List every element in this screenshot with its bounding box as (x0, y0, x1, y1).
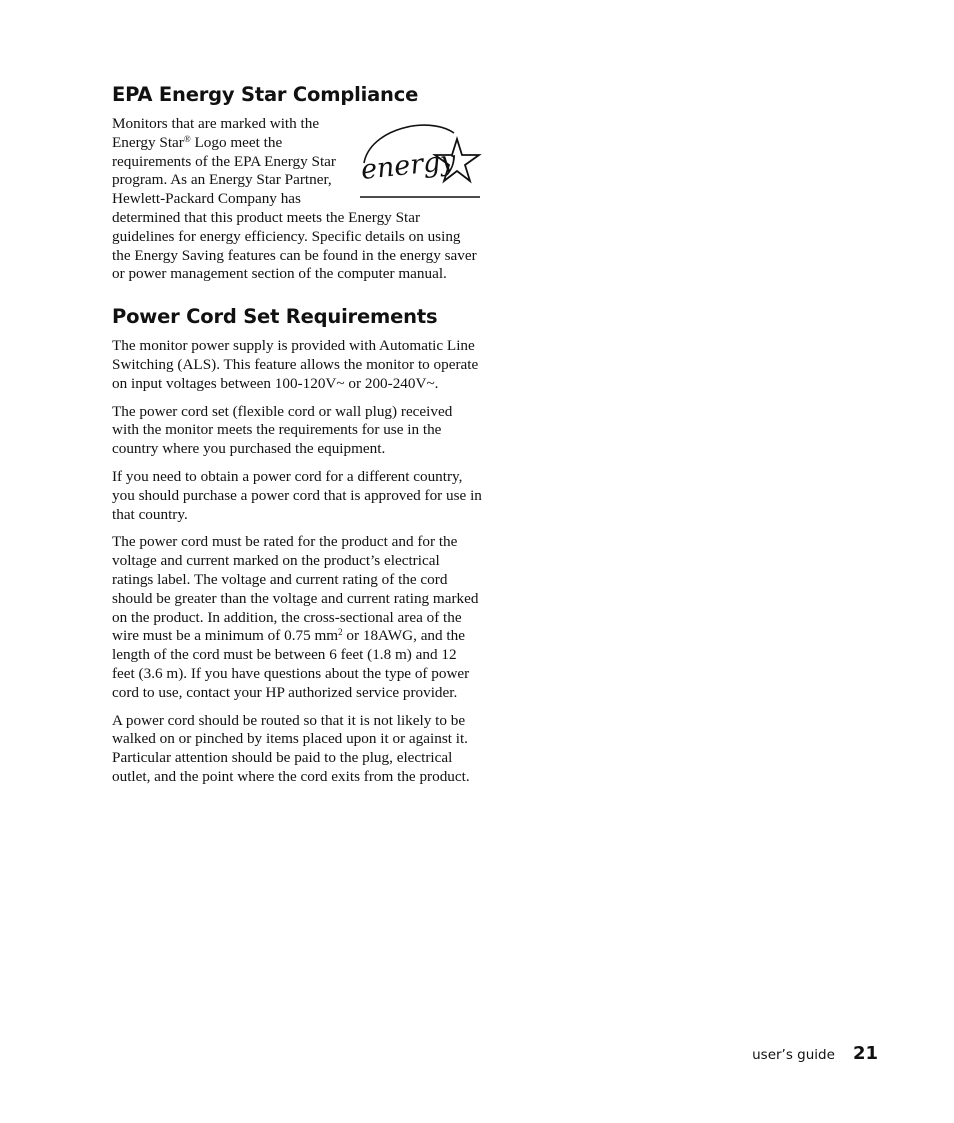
power-paragraph-1: The monitor power supply is provided with Automatic Line Switching (ALS). This feature allows the monitor to operate on input voltages between 100-120V~ or 200-240V~. (112, 337, 479, 392)
page-content (112, 82, 482, 796)
page-number: 21 (852, 1043, 878, 1064)
energy-star-icon (358, 119, 482, 201)
superscript-2: 2 (338, 627, 343, 638)
registered-mark: ® (183, 133, 191, 144)
epa-text-b: Logo meet the requirements of the EPA Energy Star program. As an Energy Star Partner, Hewlett-Packard Company has determined that this product meets the Energy Star guidelines for energy efficiency. Specific details on using the Energy Saving features can be found in the energy saver or power management section of the computer manual. (112, 133, 477, 283)
energy-script-text: energy (359, 145, 458, 186)
power-paragraph-5: A power cord should be routed so that it is not likely to be walked on or pinched by items placed upon it or against it. Particular attention should be paid to the plug, electrical outlet, and the point where the cord exits from the product. (112, 711, 470, 785)
power-p4-text-b: or 18AWG, and the length of the cord must be between 6 feet (1.8 m) and 12 feet (3.6 m). If you have questions about the type of power cord to use, contact your HP authorized service provider. (112, 627, 470, 701)
power-p4-text-a: The power cord must be rated for the product and for the voltage and current marked on the product’s electrical ratings label. The voltage and current rating of the cord should be greater than the voltage and current rating marked on the product. In addition, the cross-sectional area of the wire must be a minimum of 0.75 mm (112, 533, 479, 645)
power-paragraph-2: The power cord set (flexible cord or wall plug) received with the monitor meets the requirements for use in the country where you purchased the equipment. (112, 402, 453, 458)
energy-star-logo (358, 119, 482, 201)
footer-label: user’s guide (752, 1047, 835, 1063)
heading-epa-energy-star: EPA Energy Star Compliance (112, 83, 419, 106)
page-footer (752, 1043, 878, 1064)
power-paragraph-3: If you need to obtain a power cord for a different country, you should purchase a power cord that is approved for use in that country. (112, 467, 482, 523)
epa-text-a: Monitors that are marked with the Energy Star (112, 115, 320, 151)
power-paragraph-4 (112, 533, 482, 702)
heading-power-cord: Power Cord Set Requirements (112, 305, 438, 329)
